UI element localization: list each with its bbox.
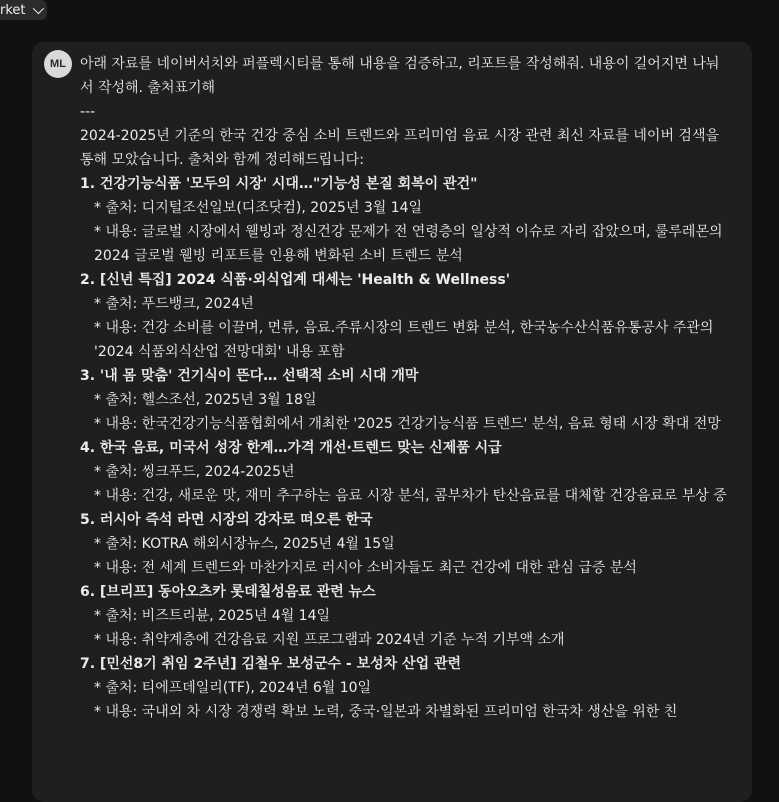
model-selector-label: rket [0, 2, 26, 18]
top-bar [0, 0, 779, 20]
item-content: * 내용: 한국건강기능식품협회에서 개최한 '2025 건강기능식품 트렌드' 분석, 음료 형태 시장 확대 전망 [94, 416, 721, 432]
item-title: 6. [브리프] 동아오츠카 롯데칠성음료 관련 뉴스 [80, 584, 376, 600]
separator-text: --- [80, 104, 96, 120]
intro-text: 2024-2025년 기준의 한국 건강 중심 소비 트렌드와 프리미엄 음료 시장 관련 최신 자료를 네이버 검색을 통해 모았습니다. 출처와 함께 정리해드립니다: [80, 128, 719, 168]
item-source: * 출처: 헬스조선, 2025년 3월 18일 [94, 392, 317, 408]
avatar-initials: ML [50, 58, 66, 70]
chevron-down-icon [32, 3, 43, 14]
item-title: 3. '내 몸 맞춤' 건기식이 뜬다… 선택적 소비 시대 개막 [80, 368, 419, 384]
item-source: * 출처: 씽크푸드, 2024-2025년 [94, 464, 295, 480]
item-content: * 내용: 전 세계 트렌드와 마찬가지로 러시아 소비자들도 최근 건강에 대한 관심 급증 분석 [94, 560, 637, 576]
item-title: 2. [신년 특집] 2024 식품·외식업계 대세는 'Health & Wellness' [80, 272, 511, 288]
item-title: 4. 한국 음료, 미국서 성장 한계…가격 개선·트렌드 맞는 신제품 시급 [80, 440, 502, 456]
item-source: * 출처: 디지털조선일보(디조닷컴), 2025년 3월 14일 [94, 200, 423, 216]
item-content: * 내용: 글로벌 시장에서 웰빙과 정신건강 문제가 전 연령층의 일상적 이슈로 자리 잡았으며, 룰루레몬의 2024 글로벌 웰빙 리포트를 인용해 변화된 소비 트렌드 분석 [94, 224, 723, 264]
item-title: 7. [민선8기 취임 2주년] 김철우 보성군수 - 보성차 산업 관련 [80, 656, 462, 672]
message-content [80, 52, 730, 724]
item-content: * 내용: 국내외 차 시장 경쟁력 확보 노력, 중국·일본과 차별화된 프리미엄 한국차 생산을 위한 친 [94, 704, 678, 720]
item-content: * 내용: 건강, 새로운 맛, 재미 추구하는 음료 시장 분석, 콤부차가 탄산음료를 대체할 건강음료로 부상 중 [94, 488, 727, 504]
avatar [44, 50, 72, 78]
item-source: * 출처: 티에프데일리(TF), 2024년 6월 10일 [94, 680, 372, 696]
item-title: 5. 러시아 즉석 라면 시장의 강자로 떠오른 한국 [80, 512, 373, 528]
item-title: 1. 건강기능식품 '모두의 시장' 시대…"기능성 본질 회복이 관건" [80, 176, 478, 192]
item-content: * 내용: 취약계층에 건강음료 지원 프로그램과 2024년 기준 누적 기부액 소개 [94, 632, 565, 648]
model-selector[interactable] [0, 0, 47, 20]
item-content: * 내용: 건강 소비를 이끌며, 면류, 음료.주류시장의 트렌드 변화 분석, 한국농수산식품유통공사 주관의 '2024 식품외식산업 전망대회' 내용 포함 [94, 320, 714, 360]
item-source: * 출처: 푸드뱅크, 2024년 [94, 296, 254, 312]
item-source: * 출처: 비즈트리뷴, 2025년 4월 14일 [94, 608, 331, 624]
item-source: * 출처: KOTRA 해외시장뉴스, 2025년 4월 15일 [94, 536, 395, 552]
request-text: 아래 자료를 네이버서치와 퍼플렉시티를 통해 내용을 검증하고, 리포트를 작성해줘. 내용이 길어지면 나눠서 작성해. 출처표기해 [80, 56, 720, 96]
